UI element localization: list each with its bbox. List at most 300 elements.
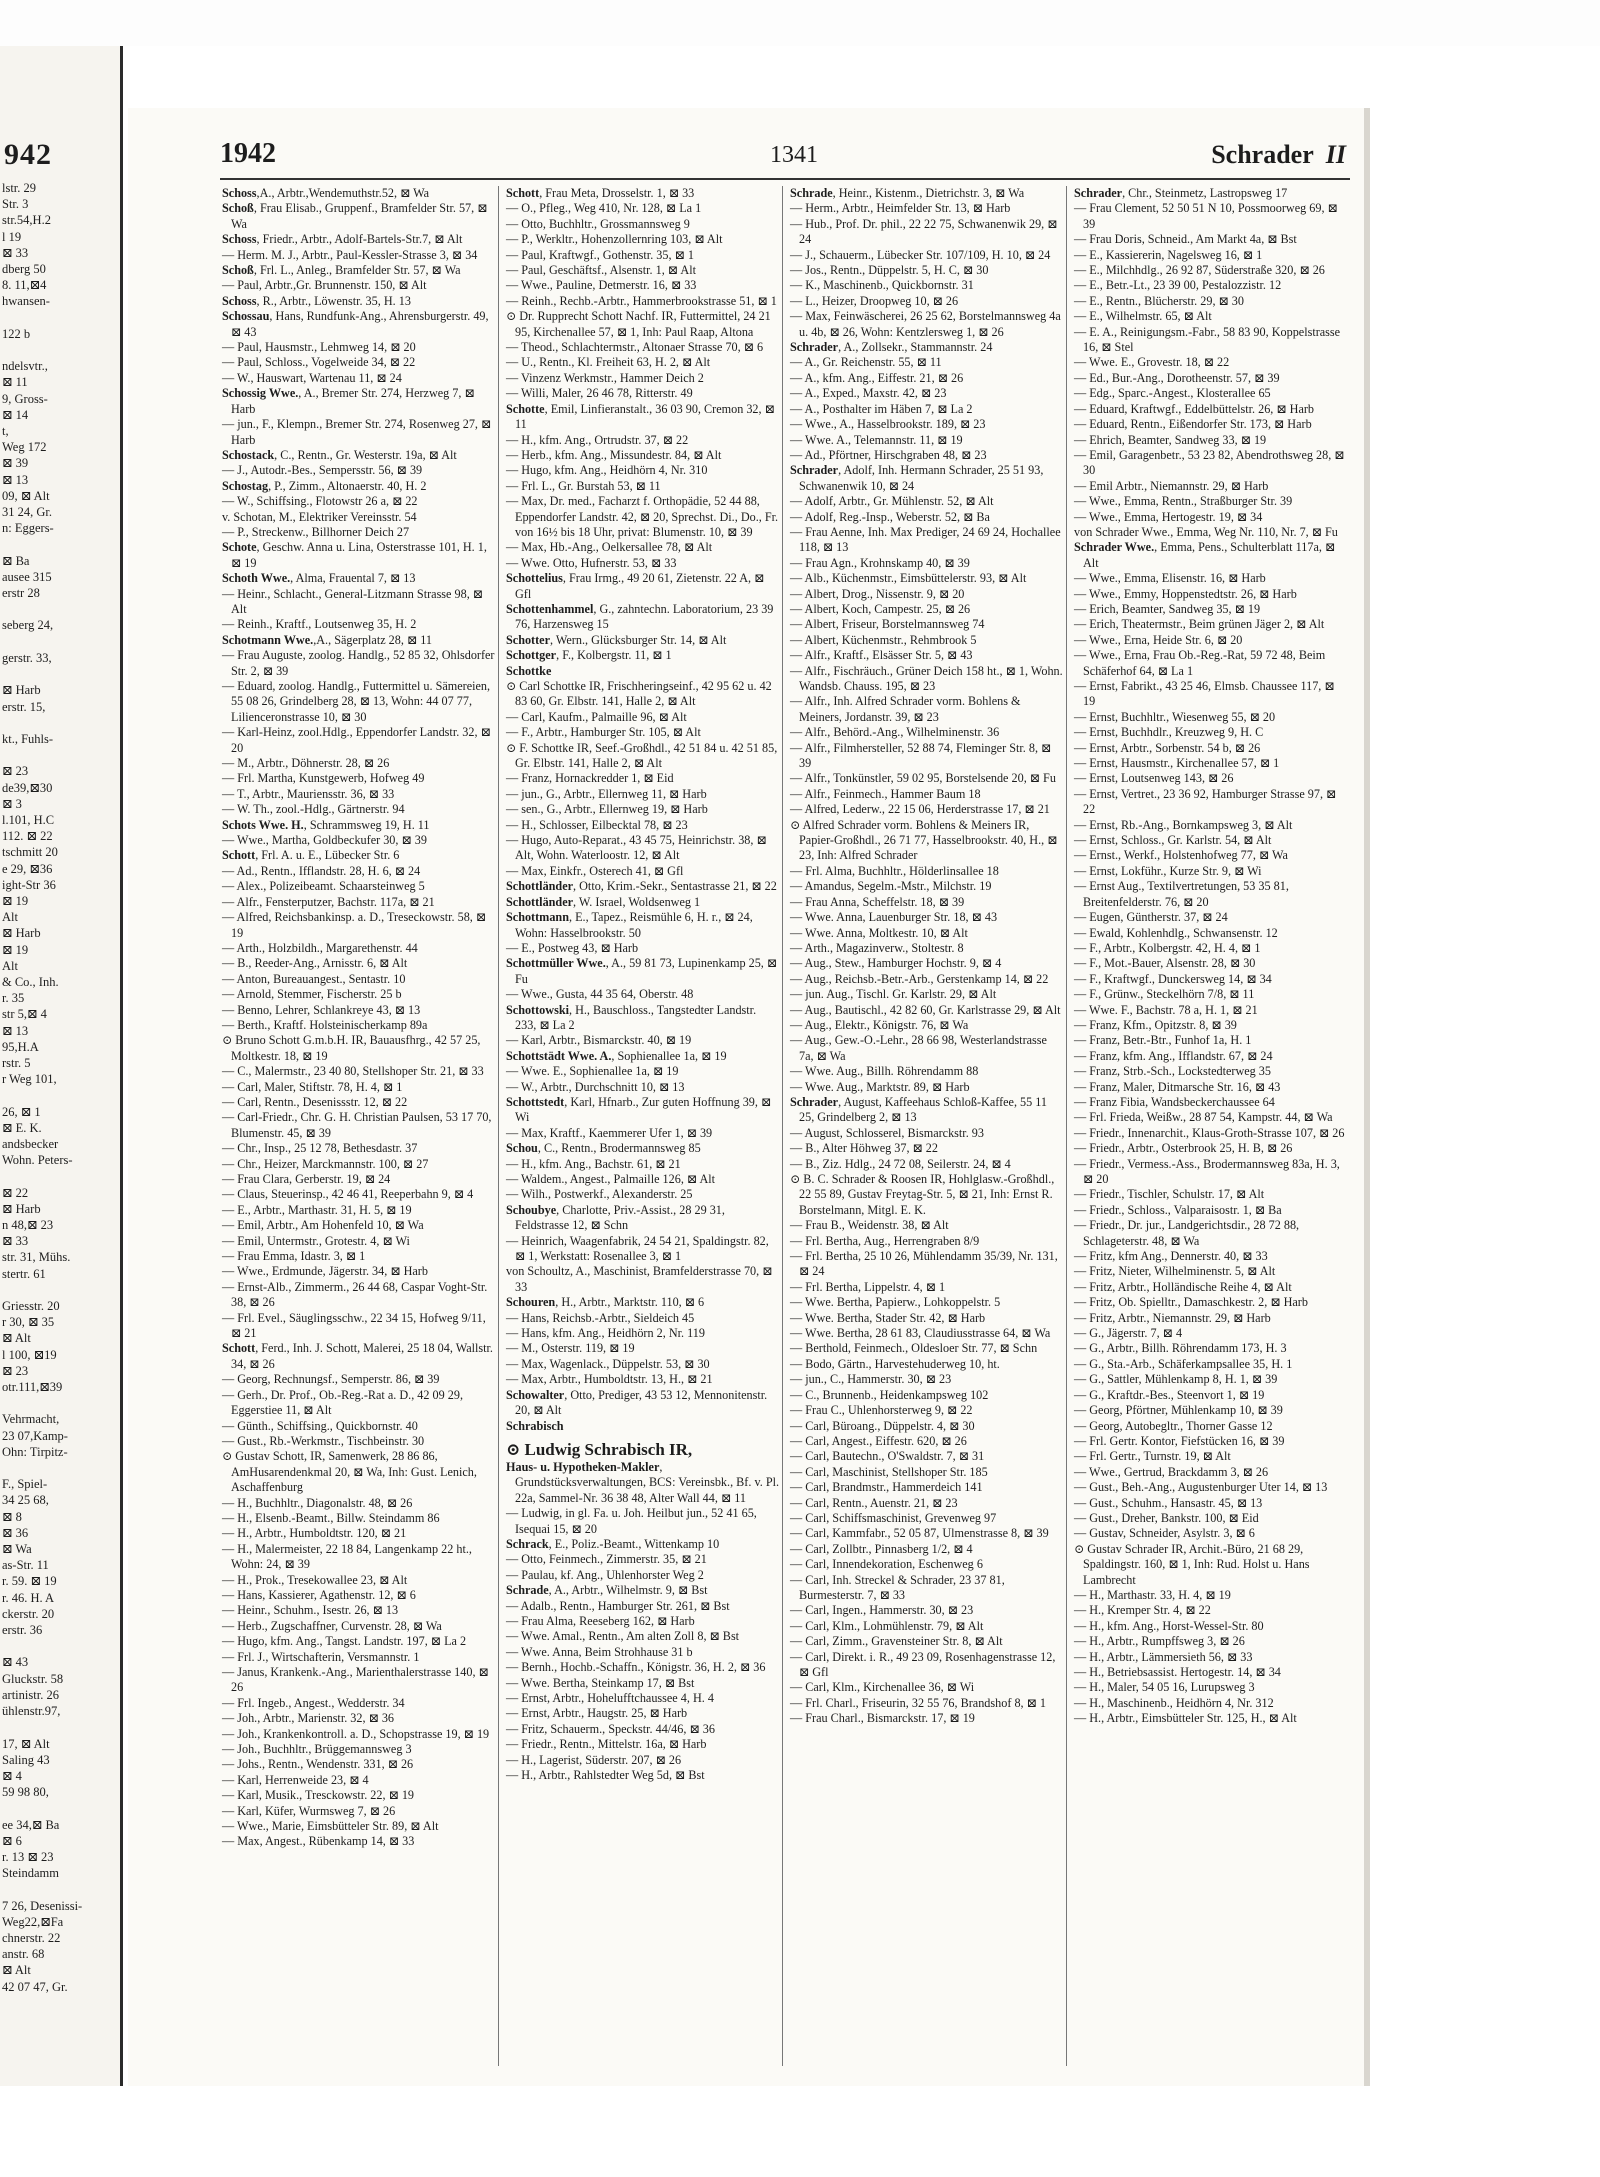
directory-entry: — Otto, Feinmech., Zimmerstr. 35, ⊠ 21 xyxy=(506,1552,707,1567)
directory-entry: Schottländer, W. Israel, Woldsenweg 1 xyxy=(506,894,701,909)
previous-page-line: ⊠ 13 xyxy=(2,1023,29,1038)
directory-entry: — Fritz, Arbtr., Holländische Reihe 4, ⊠ Alt xyxy=(1074,1279,1292,1294)
directory-entry: — E., Rentn., Blücherstr. 29, ⊠ 30 xyxy=(1074,293,1244,308)
directory-entry: Schrader Wwe., Emma, Pens., Schulterblatt 117a, ⊠ Alt xyxy=(1074,540,1336,570)
directory-entry: — Wwe., Erna, Heide Str. 6, ⊠ 20 xyxy=(1074,632,1243,647)
directory-entry: — A., Posthalter im Häben 7, ⊠ La 2 xyxy=(790,401,973,416)
directory-entry: — Ernst, Buchhdlr., Kreuzweg 9, H. C xyxy=(1074,725,1264,740)
directory-entry: — Carl, Zollbtr., Pinnasberg 1/2, ⊠ 4 xyxy=(790,1541,973,1556)
directory-entry: — Alfr., Tonkünstler, 59 02 95, Borstelsende 20, ⊠ Fu xyxy=(790,771,1056,786)
directory-entry: — Carl, Rentn., Auenstr. 21, ⊠ 23 xyxy=(790,1495,958,1510)
previous-page-line: artinistr. 26 xyxy=(2,1687,59,1702)
directory-entry: — G., Sta.-Arb., Schäferkampsallee 35, H. 1 xyxy=(1074,1356,1293,1371)
directory-entry: — Gust., Rb.-Werkmstr., Tischbeinstr. 30 xyxy=(222,1433,425,1448)
previous-page-line: ⊠ 22 xyxy=(2,1185,29,1200)
directory-entry: — Wwe., Emma, Rentn., Straßburger Str. 39 xyxy=(1074,494,1293,509)
directory-entry: — H., kfm. Ang., Ortrudstr. 37, ⊠ 22 xyxy=(506,432,689,447)
directory-entry: — Johs., Rentn., Wendenstr. 331, ⊠ 26 xyxy=(222,1757,414,1772)
directory-entry: — Anton, Bureauangest., Sentastr. 10 xyxy=(222,971,406,986)
directory-entry: — Alfr., Kraftf., Elsässer Str. 5, ⊠ 43 xyxy=(790,648,973,663)
directory-entry: — Frau Agn., Krohnskamp 40, ⊠ 39 xyxy=(790,555,970,570)
directory-entry: — Carl, Brandmstr., Hammerdeich 141 xyxy=(790,1480,983,1495)
directory-entry: — Adolf, Reg.-Insp., Weberstr. 52, ⊠ Ba xyxy=(790,509,990,524)
previous-page-line: ⊠ 4 xyxy=(2,1768,22,1783)
previous-page-line: 95,H.A xyxy=(2,1039,39,1054)
directory-entry: — Fritz, kfm Ang., Dennerstr. 40, ⊠ 33 xyxy=(1074,1249,1268,1264)
directory-entry: — H., Maler, 54 05 16, Lurupsweg 3 xyxy=(1074,1680,1255,1695)
previous-page-line: str.54,H.2 xyxy=(2,213,51,228)
directory-entry: — Frau C., Uhlenhorsterweg 9, ⊠ 22 xyxy=(790,1403,973,1418)
previous-page-line: & Co., Inh. xyxy=(2,974,59,989)
directory-entry: Schottmann, E., Tapez., Reismühle 6, H. r., ⊠ 24, Wohn: Hasselbrookstr. 50 xyxy=(506,910,753,940)
directory-entry: — Carl, Angest., Eiffestr. 620, ⊠ 26 xyxy=(790,1433,967,1448)
directory-entry: — Benno, Lehrer, Schlankreye 43, ⊠ 13 xyxy=(222,1002,421,1017)
directory-entry: — Ehrich, Beamter, Sandweg 33, ⊠ 19 xyxy=(1074,432,1267,447)
previous-page-line: 17, ⊠ Alt xyxy=(2,1736,50,1751)
directory-entry: Schottke xyxy=(506,663,552,678)
directory-entry: — Fritz, Nieter, Wilhelminenstr. 5, ⊠ Alt xyxy=(1074,1264,1276,1279)
directory-entry: — Günth., Schiffsing., Quickbornstr. 40 xyxy=(222,1418,418,1433)
directory-entry: Schottmüller Wwe., A., 59 81 73, Lupinenkamp 25, ⊠ Fu xyxy=(506,956,778,986)
directory-entry: Schossau, Hans, Rundfunk-Ang., Ahrensburgerstr. 49, ⊠ 43 xyxy=(222,309,489,339)
directory-entry: — H., Schlosser, Eilbecktal 78, ⊠ 23 xyxy=(506,817,688,832)
directory-entry: — E., Kassiererin, Nagelsweg 16, ⊠ 1 xyxy=(1074,247,1263,262)
previous-page-line: ⊠ Harb xyxy=(2,683,41,698)
previous-page-line: ⊠ 43 xyxy=(2,1655,29,1670)
directory-entry: — August, Schlosserel, Bismarckstr. 93 xyxy=(790,1125,984,1140)
directory-entry: — Wwe., Erdmunde, Jägerstr. 34, ⊠ Harb xyxy=(222,1264,428,1279)
previous-page-line: 9, Gross- xyxy=(2,391,48,406)
directory-entry: — Ernst, Buchhltr., Wiesenweg 55, ⊠ 20 xyxy=(1074,709,1276,724)
directory-entry: — Bernh., Hochb.-Schaffn., Königstr. 36, H. 2, ⊠ 36 xyxy=(506,1660,766,1675)
previous-page-line: 8. 11,⊠4 xyxy=(2,278,47,293)
directory-entry: — Wwe. E., Grovestr. 18, ⊠ 22 xyxy=(1074,355,1230,370)
directory-entry: — A., kfm. Ang., Eiffestr. 21, ⊠ 26 xyxy=(790,370,964,385)
directory-entry: — Erich, Beamter, Sandweg 35, ⊠ 19 xyxy=(1074,601,1261,616)
directory-entry: — Frl. L., Gr. Burstah 53, ⊠ 11 xyxy=(506,478,661,493)
directory-entry: — Paul, Arbtr.,Gr. Brunnenstr. 150, ⊠ Alt xyxy=(222,278,427,293)
previous-page-line: Vehrmacht, xyxy=(2,1412,60,1427)
directory-entry: — H., Maschinenb., Heidhörn 4, Nr. 312 xyxy=(1074,1695,1274,1710)
directory-entry: Schrabisch xyxy=(506,1418,564,1433)
directory-entry: — L., Heizer, Droopweg 10, ⊠ 26 xyxy=(790,293,959,308)
previous-page-line xyxy=(0,666,120,682)
previous-page-line: Weg22,⊠Fa xyxy=(2,1914,64,1929)
previous-page-line: 23 07,Kamp- xyxy=(2,1428,68,1443)
directory-entry: Schoss, Friedr., Arbtr., Adolf-Bartels-Str.7, ⊠ Alt xyxy=(222,232,463,247)
directory-entry: — Hans, kfm. Ang., Heidhörn 2, Nr. 119 xyxy=(506,1326,705,1341)
directory-entry: — Berth., Kraftf. Holsteinischerkamp 89a xyxy=(222,1017,428,1032)
directory-entry: — Carl, Ingen., Hammerstr. 30, ⊠ 23 xyxy=(790,1603,974,1618)
directory-entry: ⊙ Alfred Schrader vorm. Bohlens & Meiners IR, Papier-Großhdl., 26 71 77, Hasselbrookstr. 40, H., ⊠ 23, Inh: Alfred Schrader xyxy=(790,817,1058,863)
previous-page-line: ight-Str 36 xyxy=(2,877,56,892)
previous-page-line: l.101, H.C xyxy=(2,812,55,827)
directory-entry: Schrade, A., Arbtr., Wilhelmstr. 9, ⊠ Bst xyxy=(506,1583,708,1598)
directory-entry: Haus- u. Hypotheken-Makler, Grundstücksverwaltungen, BCS: Vereinsbk., Bf. v. Pl. 22a, Sammel-Nr. 36 38 48, Alter Wall 44, ⊠ 11 xyxy=(506,1459,780,1505)
previous-page-line xyxy=(0,342,120,358)
directory-entry: Schrader, August, Kaffeehaus Schloß-Kaffee, 55 11 25, Grindelberg 2, ⊠ 13 xyxy=(790,1094,1048,1125)
directory-entry: — Franz, kfm. Ang., Ifflandstr. 67, ⊠ 24 xyxy=(1074,1048,1273,1063)
previous-page-line: str 5,⊠ 4 xyxy=(2,1007,47,1022)
directory-entry: — Carl, Zimm., Gravensteiner Str. 8, ⊠ Alt xyxy=(790,1634,1003,1649)
previous-page-line: ckerstr. 20 xyxy=(2,1606,55,1621)
directory-entry: Schotmann Wwe.,A., Sägerplatz 28, ⊠ 11 xyxy=(222,632,432,647)
previous-page-line xyxy=(0,1638,120,1654)
directory-entry: — J., Schauerm., Lübecker Str. 107/109, H. 10, ⊠ 24 xyxy=(790,247,1051,262)
directory-entry: — Alfred, Lederw., 22 15 06, Herderstrasse 17, ⊠ 21 xyxy=(790,802,1050,817)
directory-entry: — Gust., Dreher, Bankstr. 100, ⊠ Eid xyxy=(1074,1510,1259,1525)
previous-page-line: Weg 172 xyxy=(2,440,47,455)
directory-entry: ⊙ Gustav Schrader IR, Archit.-Büro, 21 68 29, Spaldingstr. 160, ⊠ 1, Inh: Rud. Holst u. Hans Lambrecht xyxy=(1074,1541,1310,1587)
directory-entry: — Frau Charl., Bismarckstr. 17, ⊠ 19 xyxy=(790,1711,975,1726)
previous-page-line: ⊠ 19 xyxy=(2,942,29,957)
directory-entry: — Hugo, kfm. Ang., Tangst. Landstr. 197, ⊠ La 2 xyxy=(222,1634,467,1649)
directory-entry: — P., Werkltr., Hohenzollernring 103, ⊠ Alt xyxy=(506,232,723,247)
directory-entry: — Frau Clement, 52 50 51 N 10, Possmoorweg 69, ⊠ 39 xyxy=(1074,201,1338,231)
directory-entry: — H., Arbtr., Humboldtstr. 120, ⊠ 21 xyxy=(222,1526,407,1541)
directory-entry: — Albert, Drog., Nissenstr. 9, ⊠ 20 xyxy=(790,586,965,601)
directory-entry: — H., Buchhltr., Diagonalstr. 48, ⊠ 26 xyxy=(222,1495,413,1510)
directory-entry: Schrader, Adolf, Inh. Hermann Schrader, 25 51 93, Schwanenwik 10, ⊠ 24 xyxy=(790,463,1044,493)
directory-entry: — Ernst Aug., Textilvertretungen, 53 35 81, Breitenfelderstr. 76, ⊠ 20 xyxy=(1074,879,1289,909)
directory-entry: — G., Sattler, Mühlenkamp 8, H. 1, ⊠ 39 xyxy=(1074,1372,1278,1387)
directory-entry: Schottländer, Otto, Krim.-Sekr., Sentastrasse 21, ⊠ 22 xyxy=(506,879,777,894)
previous-page-line xyxy=(0,601,120,617)
directory-entry: — Max, Arbtr., Humboldtstr. 13, H., ⊠ 21 xyxy=(506,1372,713,1387)
previous-page-line xyxy=(0,310,120,326)
directory-page xyxy=(128,108,1364,2086)
previous-page-line xyxy=(0,1168,120,1184)
previous-page-line: 42 07 47, Gr. xyxy=(2,1979,68,1994)
directory-entry: — E., Arbtr., Marthastr. 31, H. 5, ⊠ 19 xyxy=(222,1202,412,1217)
directory-entry: von Schrader Wwe., Emma, Weg Nr. 110, Nr. 7, ⊠ Fu xyxy=(1074,524,1338,539)
directory-entry: Schrader, A., Zollsekr., Stammannstr. 24 xyxy=(790,340,993,355)
directory-entry: — Wwe. Otto, Hufnerstr. 53, ⊠ 33 xyxy=(506,555,677,570)
previous-page-line: ⊠ 23 xyxy=(2,1363,29,1378)
directory-entry: — Paul, Schloss., Vogelweide 34, ⊠ 22 xyxy=(222,355,416,370)
directory-entry: — W. Th., zool.-Hdlg., Gärtnerstr. 94 xyxy=(222,802,405,817)
previous-page-line xyxy=(0,634,120,650)
directory-entry: — E., Postweg 43, ⊠ Harb xyxy=(506,940,639,955)
previous-page-line: e 29, ⊠36 xyxy=(2,861,53,876)
directory-entry: — Albert, Küchenmstr., Rehmbrook 5 xyxy=(790,632,977,647)
directory-entry: — Eduard, Rentn., Eißendorfer Str. 173, ⊠ Harb xyxy=(1074,417,1312,432)
directory-entry: — Frl. Gertr., Turnstr. 19, ⊠ Alt xyxy=(1074,1449,1231,1464)
previous-page-line: lstr. 29 xyxy=(2,181,37,195)
directory-entry: — Wwe. Anna, Moltkestr. 10, ⊠ Alt xyxy=(790,925,968,940)
directory-entry: — Emil, Arbtr., Am Hohenfeld 10, ⊠ Wa xyxy=(222,1218,424,1233)
directory-entry: — Arth., Holzbildh., Margarethenstr. 44 xyxy=(222,940,418,955)
directory-entry: — Paulau, kf. Ang., Uhlenhorster Weg 2 xyxy=(506,1567,704,1582)
directory-entry: — Erich, Theatermstr., Beim grünen Jäger 2, ⊠ Alt xyxy=(1074,617,1325,632)
directory-entry: — K., Maschinenb., Quickbornstr. 31 xyxy=(790,278,974,293)
previous-page-line: ⊠ Alt xyxy=(2,1963,31,1978)
directory-entry: — Wwe. F., Bachstr. 78 a, H. 1, ⊠ 21 xyxy=(1074,1002,1258,1017)
previous-page-line: erstr 28 xyxy=(2,586,40,601)
directory-entry: — Wwe., Pauline, Detmerstr. 16, ⊠ 33 xyxy=(506,278,697,293)
previous-page-line: r. 13 ⊠ 23 xyxy=(2,1849,54,1864)
directory-entry: — Carl, Innendekoration, Eschenweg 6 xyxy=(790,1557,983,1572)
directory-entry: — Hans, Kassierer, Agathenstr. 12, ⊠ 6 xyxy=(222,1587,416,1602)
previous-page-line: ⊠ 23 xyxy=(2,764,29,779)
previous-page-line: seberg 24, xyxy=(2,618,54,633)
directory-entry: — Frl. Bertha, Aug., Herrengraben 8/9 xyxy=(790,1233,980,1248)
previous-page-line: F., Spiel- xyxy=(2,1477,48,1492)
directory-entry: — Frl. Martha, Kunstgewerb, Hofweg 49 xyxy=(222,771,425,786)
directory-entry: ⊙ B. C. Schrader & Roosen IR, Hohlglasw.-Großhdl., 22 55 89, Gustav Freytag-Str. 5, ⊠ 21, Inh: Ernst R. Borstelmann, Mitgl. E. K. xyxy=(790,1172,1055,1217)
directory-entry: — Ernst, Lokführ., Kurze Str. 9, ⊠ Wi xyxy=(1074,863,1262,878)
directory-entry: — Ernst, Arbtr., Hohelufftchaussee 4, H. 4 xyxy=(506,1691,714,1705)
directory-entry: — F., Mot.-Bauer, Alsenstr. 28, ⊠ 30 xyxy=(1074,956,1256,971)
directory-entry: — Carl, Inh. Streckel & Schrader, 23 37 81, Burmesterstr. 7, ⊠ 33 xyxy=(790,1572,1005,1602)
previous-page-line: dberg 50 xyxy=(2,262,46,277)
directory-entry: — Reinh., Kraftf., Loutsenweg 35, H. 2 xyxy=(222,617,417,632)
previous-page-line: erstr. 36 xyxy=(2,1623,43,1638)
previous-page-line: ⊠ E. K. xyxy=(2,1120,42,1135)
directory-entry: — G., Jägerstr. 7, ⊠ 4 xyxy=(1074,1326,1183,1341)
page-number: 1341 xyxy=(770,142,818,168)
directory-entry: — Ernst, Rb.-Ang., Bornkampsweg 3, ⊠ Alt xyxy=(1074,817,1293,832)
previous-page-line xyxy=(0,715,120,731)
directory-entry: — Vinzenz Werkmstr., Hammer Deich 2 xyxy=(506,370,704,385)
directory-entry: — Gerh., Dr. Prof., Ob.-Reg.-Rat a. D., 42 09 29, Eggerstiee 11, ⊠ Alt xyxy=(222,1387,464,1418)
directory-entry: — Ad., Pförtner, Hirschgraben 48, ⊠ 23 xyxy=(790,447,987,462)
directory-entry: — Alb., Küchenmstr., Eimsbüttelerstr. 93, ⊠ Alt xyxy=(790,571,1027,586)
directory-entry: ⊙ Carl Schottke IR, Frischheringseinf., 42 95 62 u. 42 83 60, Gr. Elbstr. 141, Halle 2, ⊠ Alt xyxy=(506,679,772,709)
directory-entry: — F., Arbtr., Hamburger Str. 105, ⊠ Alt xyxy=(506,725,701,740)
directory-entry: — Max, Angest., Rübenkamp 14, ⊠ 33 xyxy=(222,1834,415,1849)
previous-page-line: ⊠ Ba xyxy=(2,553,30,568)
directory-entry: — Heinrich, Waagenfabrik, 24 54 21, Spaldingstr. 82, ⊠ 1, Werkstatt: Rosenallee 3, ⊠ 1 xyxy=(506,1233,769,1264)
directory-entry: — sen., G., Arbtr., Ellernweg 19, ⊠ Harb xyxy=(506,802,708,817)
directory-entry: Schote, Geschw. Anna u. Lina, Osterstrasse 101, H. 1, ⊠ 19 xyxy=(222,540,487,570)
previous-page-line: ⊠ 11 xyxy=(2,375,28,390)
directory-entry: — B., Alter Höhweg 37, ⊠ 22 xyxy=(790,1141,938,1156)
directory-entry: — Georg, Autobegltr., Thorner Gasse 12 xyxy=(1074,1418,1273,1433)
previous-page-line: Steindamm xyxy=(2,1866,59,1881)
directory-entry: — Frau Auguste, zoolog. Handlg., 52 85 32, Ohlsdorfer Str. 2, ⊠ 39 xyxy=(222,648,495,678)
previous-page-line: 26, ⊠ 1 xyxy=(2,1104,41,1119)
directory-entry: — C., Brunnenb., Heidenkampsweg 102 xyxy=(790,1387,989,1402)
previous-page-line: andsbecker xyxy=(2,1136,59,1151)
directory-entry: — Adalb., Rentn., Hamburger Str. 261, ⊠ Bst xyxy=(506,1598,730,1613)
directory-entry: — Joh., Arbtr., Marienstr. 32, ⊠ 36 xyxy=(222,1711,395,1726)
directory-entry: — Claus, Steuerinsp., 42 46 41, Reeperbahn 9, ⊠ 4 xyxy=(222,1187,474,1202)
directory-entry: — F., Kraftwgf., Dunckersweg 14, ⊠ 34 xyxy=(1074,971,1272,986)
directory-entry: Schotte, Emil, Linfieranstalt., 36 03 90, Cremon 32, ⊠ 11 xyxy=(506,401,775,432)
directory-entry: — Ed., Bur.-Ang., Dorotheenstr. 57, ⊠ 39 xyxy=(1074,370,1280,385)
previous-page-line: ⊠ 36 xyxy=(2,1525,29,1540)
previous-page-line: r. 35 xyxy=(2,991,25,1006)
directory-entry: — H., kfm. Ang., Horst-Wessel-Str. 80 xyxy=(1074,1618,1264,1633)
directory-entry: — E., Milchhdlg., 26 92 87, Süderstraße 320, ⊠ 26 xyxy=(1074,263,1325,278)
directory-entry: Schoß, Frl. L., Anleg., Bramfelder Str. 57, ⊠ Wa xyxy=(222,263,461,278)
directory-entry: — Frau B., Weidenstr. 38, ⊠ Alt xyxy=(790,1218,949,1233)
directory-entry: — H., Arbtr., Lämmersieth 56, ⊠ 33 xyxy=(1074,1649,1253,1664)
directory-entry: — W., Hauswart, Wartenau 11, ⊠ 24 xyxy=(222,370,402,385)
previous-page-line: n 48,⊠ 23 xyxy=(2,1218,54,1232)
previous-page-year: 942 xyxy=(4,138,52,171)
directory-entry: — Janus, Krankenk.-Ang., Marienthalerstrasse 140, ⊠ 26 xyxy=(222,1665,489,1695)
directory-entry: — Herm., Arbtr., Heimfelder Str. 13, ⊠ Harb xyxy=(790,201,1011,216)
directory-entry: — Frl. Frieda, Weißw., 28 87 54, Kampstr. 44, ⊠ Wa xyxy=(1074,1110,1333,1125)
directory-entry: Schou, C., Rentn., Brodermannsweg 85 xyxy=(506,1141,701,1156)
directory-entry: Schoss, R., Arbtr., Löwenstr. 35, H. 13 xyxy=(222,293,411,308)
column-1 xyxy=(220,186,499,2066)
directory-entry: — Aug., Gew.-O.-Lehr., 28 66 98, Westerlandstrasse 7a, ⊠ Wa xyxy=(790,1033,1047,1063)
previous-page-line: Gluckstr. 58 xyxy=(2,1671,64,1686)
directory-entry: Schottstädt Wwe. A., Sophienallee 1a, ⊠ 19 xyxy=(506,1048,727,1063)
previous-page-line: stertr. 61 xyxy=(2,1266,46,1281)
directory-entry: — M., Arbtr., Döhnerstr. 28, ⊠ 26 xyxy=(222,756,390,771)
directory-entry: — Fritz, Arbtr., Niemannstr. 29, ⊠ Harb xyxy=(1074,1310,1271,1325)
directory-entry: — J., Autodr.-Bes., Sempersstr. 56, ⊠ 39 xyxy=(222,463,423,478)
directory-entry: — Ewald, Kohlenhdlg., Schwansenstr. 12 xyxy=(1074,925,1278,940)
directory-entry: — Heinr., Schlacht., General-Litzmann Strasse 98, ⊠ Alt xyxy=(222,586,484,616)
directory-entry: — jun. Aug., Tischl. Gr. Karlstr. 29, ⊠ Alt xyxy=(790,987,997,1002)
directory-entry: — Wwe. Amal., Rentn., Am alten Zoll 8, ⊠ Bst xyxy=(506,1629,740,1644)
previous-page-line xyxy=(0,1881,120,1897)
previous-page-line: ausee 315 xyxy=(2,569,52,584)
directory-entry: — H., Arbtr., Rahlstedter Weg 5d, ⊠ Bst xyxy=(506,1768,705,1783)
header-rule xyxy=(220,178,1350,180)
directory-entry: Schott, Frl. A. u. E., Lübecker Str. 6 xyxy=(222,848,400,863)
directory-entry: — E., Wilhelmstr. 65, ⊠ Alt xyxy=(1074,309,1212,324)
directory-entry: — Frau Emma, Idastr. 3, ⊠ 1 xyxy=(222,1249,366,1264)
directory-entry: — M., Osterstr. 119, ⊠ 19 xyxy=(506,1341,635,1356)
directory-entry: — Fritz, Ob. Spielltr., Damaschkestr. 2, ⊠ Harb xyxy=(1074,1295,1308,1310)
directory-entry: — Edg., Sparc.-Angest., Klosterallee 65 xyxy=(1074,386,1271,401)
previous-page-line: erstr. 15, xyxy=(2,699,46,714)
directory-entry: — Franz, Kfm., Opitzstr. 8, ⊠ 39 xyxy=(1074,1017,1237,1032)
directory-entry: — Georg, Pförtner, Mühlenkamp 10, ⊠ 39 xyxy=(1074,1403,1283,1418)
directory-entry: — Karl, Küfer, Wurmsweg 7, ⊠ 26 xyxy=(222,1803,396,1818)
directory-entry: — Friedr., Innenarchit., Klaus-Groth-Strasse 107, ⊠ 26 xyxy=(1074,1125,1345,1140)
directory-entry: — Paul, Hausmstr., Lehmweg 14, ⊠ 20 xyxy=(222,340,416,355)
directory-entry: — Albert, Koch, Campestr. 25, ⊠ 26 xyxy=(790,601,971,616)
directory-entry: — Paul, Kraftwgf., Gothenstr. 35, ⊠ 1 xyxy=(506,247,694,262)
directory-entry: — Franz, Maler, Ditmarsche Str. 16, ⊠ 43 xyxy=(1074,1079,1281,1094)
previous-page-line: 59 98 80, xyxy=(2,1785,49,1800)
directory-entry: — Aug., Elektr., Königstr. 76, ⊠ Wa xyxy=(790,1017,969,1032)
directory-entry: — Max, Dr. med., Facharzt f. Orthopädie, 52 44 88, Eppendorfer Landstr. 42, ⊠ 20, Sprechst. Di., Do., Fr. von 16½ bis 18 Uhr, privat: Blumenstr. 10, ⊠ 39 xyxy=(506,494,779,539)
directory-entry: — Gust., Beh.-Ang., Augustenburger Uter 14, ⊠ 13 xyxy=(1074,1480,1328,1495)
previous-page-line: l 100, ⊠19 xyxy=(2,1347,57,1362)
directory-entry: — Aug., Bautischl., 42 82 60, Gr. Karlstrasse 29, ⊠ Alt xyxy=(790,1002,1061,1017)
directory-entry: — Waldem., Angest., Palmaille 126, ⊠ Alt xyxy=(506,1172,716,1186)
directory-entry: — Ernst, Arbtr., Haugstr. 25, ⊠ Harb xyxy=(506,1706,688,1721)
directory-entry: — Hugo, Auto-Reparat., 43 45 75, Heinrichstr. 38, ⊠ Alt, Wohn. Waterloostr. 12, ⊠ Alt xyxy=(506,833,767,863)
directory-entry: — Aug., Reichsb.-Betr.-Arb., Gerstenkamp 14, ⊠ 22 xyxy=(790,971,1049,986)
directory-entry: — Albert, Friseur, Borstelmannsweg 74 xyxy=(790,617,985,632)
previous-page-line: n: Eggers- xyxy=(2,521,54,536)
previous-page-line: rstr. 5 xyxy=(2,1055,31,1070)
directory-entry: — Frl. Gertr. Kontor, Fiefstücken 16, ⊠ 39 xyxy=(1074,1433,1285,1448)
previous-page-line: 122 b xyxy=(2,326,31,341)
previous-page-line: Wohn. Peters- xyxy=(2,1153,73,1168)
directory-entry: — Wwe., Emmy, Hoppenstedtstr. 26, ⊠ Harb xyxy=(1074,586,1297,601)
directory-entry: — Wwe. Aug., Marktstr. 89, ⊠ Harb xyxy=(790,1079,970,1094)
directory-entry: — Carl, Kaufm., Palmaille 96, ⊠ Alt xyxy=(506,709,687,724)
directory-entry: — Max, Einkfr., Osterech 41, ⊠ Gfl xyxy=(506,863,684,878)
directory-entry: Schottstedt, Karl, Hfnarb., Zur guten Hoffnung 39, ⊠ Wi xyxy=(506,1094,772,1125)
previous-page-line xyxy=(0,1282,120,1298)
directory-entry: — Carl, Maschinist, Stellshoper Str. 185 xyxy=(790,1464,988,1479)
directory-entry: — Franz, Betr.-Btr., Funhof 1a, H. 1 xyxy=(1074,1033,1252,1048)
directory-entry: — T., Arbtr., Mauriensstr. 36, ⊠ 33 xyxy=(222,786,395,801)
directory-entry: — O., Pfleg., Weg 410, Nr. 128, ⊠ La 1 xyxy=(506,201,702,216)
previous-page-line: ⊠ Harb xyxy=(2,1201,41,1216)
directory-entry: Schowalter, Otto, Prediger, 43 53 12, Mennonitenstr. 20, ⊠ Alt xyxy=(506,1387,768,1418)
directory-entry: — Herb., kfm. Ang., Missundestr. 84, ⊠ Alt xyxy=(506,447,722,462)
directory-entry: — H., Prok., Tresekowallee 23, ⊠ Alt xyxy=(222,1572,408,1587)
previous-page-line: Saling 43 xyxy=(2,1752,50,1767)
directory-entry: Schotter, Wern., Glücksburger Str. 14, ⊠ Alt xyxy=(506,632,727,647)
directory-entry: — H., Betriebsassist. Hertogestr. 14, ⊠ 34 xyxy=(1074,1665,1281,1679)
directory-entry: — Ernst, Schloss., Gr. Karlstr. 54, ⊠ Alt xyxy=(1074,833,1272,848)
directory-entry: — Ernst, Loutsenweg 143, ⊠ 26 xyxy=(1074,771,1234,786)
previous-page-line: r Weg 101, xyxy=(2,1072,57,1087)
directory-entry: — Emil, Garagenbetr., 53 23 82, Abendrothsweg 28, ⊠ 30 xyxy=(1074,447,1345,478)
directory-entry: Schrack, E., Poliz.-Beamt., Wittenkamp 10 xyxy=(506,1536,720,1551)
directory-entry: — Wwe. A., Telemannstr. 11, ⊠ 19 xyxy=(790,432,963,447)
directory-entry: — Karl, Musik., Tresckowstr. 22, ⊠ 19 xyxy=(222,1788,415,1803)
directory-entry: — Berthold, Feinmech., Oldesloer Str. 77, ⊠ Schn xyxy=(790,1341,1038,1356)
featured-entry: ⊙ Ludwig Schrabisch IR, xyxy=(506,1439,693,1459)
directory-entry: — Ernst, Vertret., 23 36 92, Hamburger Strasse 97, ⊠ 22 xyxy=(1074,786,1337,817)
directory-entry: ⊙ Bruno Schott G.m.b.H. IR, Bauausfhrg., 42 57 25, Moltkestr. 18, ⊠ 19 xyxy=(222,1033,481,1063)
directory-entry: — Carl, Büroang., Düppelstr. 4, ⊠ 30 xyxy=(790,1418,975,1433)
previous-page-line: Str. 3 xyxy=(2,197,29,212)
directory-entry: — Wwe. Anna, Beim Strohhause 31 b xyxy=(506,1644,693,1659)
directory-entry: Schrade, Heinr., Kistenm., Dietrichstr. 3, ⊠ Wa xyxy=(790,186,1025,200)
directory-entry: — Frl. J., Wirtschafterin, Versmannstr. 1 xyxy=(222,1649,420,1664)
previous-page-line: 34 25 68, xyxy=(2,1493,49,1508)
previous-page-line: ⊠ 33 xyxy=(2,245,29,260)
previous-page-line: ndelsvtr., xyxy=(2,359,48,374)
column-2 xyxy=(504,186,783,2066)
directory-entry: Schostack, C., Rentn., Gr. Westerstr. 19a, ⊠ Alt xyxy=(222,447,457,462)
directory-entry: Schoss,A., Arbtr.,Wendemuthstr.52, ⊠ Wa xyxy=(222,186,430,200)
directory-entry: — Ernst., Werkf., Holstenhofweg 77, ⊠ Wa xyxy=(1074,848,1288,863)
directory-entry: — Frl. Bertha, 25 10 26, Mühlendamm 35/39, Nr. 131, ⊠ 24 xyxy=(790,1249,1058,1279)
previous-page-line xyxy=(0,1395,120,1411)
previous-page-line: ⊠ 39 xyxy=(2,456,29,471)
directory-entry: — Amandus, Segelm.-Mstr., Milchstr. 19 xyxy=(790,879,992,894)
directory-entry: — Otto, Buchhltr., Grossmannsweg 9 xyxy=(506,216,690,231)
directory-entry: — Adolf, Arbtr., Gr. Mühlenstr. 52, ⊠ Alt xyxy=(790,494,994,509)
previous-page-line: ⊠ Alt xyxy=(2,1331,31,1346)
previous-page-line: 7 26, Desenissi- xyxy=(2,1898,83,1913)
previous-page-line: otr.111,⊠39 xyxy=(2,1380,63,1395)
directory-entry: — Wwe. Anna, Lauenburger Str. 18, ⊠ 43 xyxy=(790,910,998,925)
directory-entry: — Emil, Untermstr., Grotestr. 4, ⊠ Wi xyxy=(222,1233,410,1248)
directory-entry: ⊙ Dr. Rupprecht Schott Nachf. IR, Futtermittel, 24 21 95, Kirchenallee 57, ⊠ 1, Inh: Paul Raap, Altona xyxy=(506,309,771,339)
directory-columns xyxy=(220,186,1354,2066)
directory-entry: — A., Gr. Reichenstr. 55, ⊠ 11 xyxy=(790,355,942,370)
directory-entry: — E. A., Reinigungsm.-Fabr., 58 83 90, Koppelstrasse 16, ⊠ Stel xyxy=(1074,324,1341,355)
directory-entry: ⊙ F. Schottke IR, Seef.-Großhdl., 42 51 84 u. 42 51 85, Gr. Elbstr. 141, Halle 2, ⊠ Alt xyxy=(506,740,778,771)
previous-page-line: Alt xyxy=(2,958,18,973)
directory-entry: Schostag, P., Zimm., Altonaerstr. 40, H. 2 xyxy=(222,478,427,493)
directory-entry: — Ernst, Hausmstr., Kirchenallee 57, ⊠ 1 xyxy=(1074,756,1280,771)
directory-entry: — Alfr., Inh. Alfred Schrader vorm. Bohlens & Meiners, Jordanstr. 39, ⊠ 23 xyxy=(790,694,1021,724)
directory-entry: — Alfr., Behörd.-Ang., Wilhelminenstr. 36 xyxy=(790,725,1000,740)
directory-entry: — Alfr., Filmhersteller, 52 88 74, Fleminger Str. 8, ⊠ 39 xyxy=(790,740,1052,771)
directory-entry: — Wwe., Emma, Hertogestr. 19, ⊠ 34 xyxy=(1074,509,1263,524)
previous-page-edge xyxy=(0,46,123,2086)
directory-entry: Schots Wwe. H., Schrammsweg 19, H. 11 xyxy=(222,817,430,832)
